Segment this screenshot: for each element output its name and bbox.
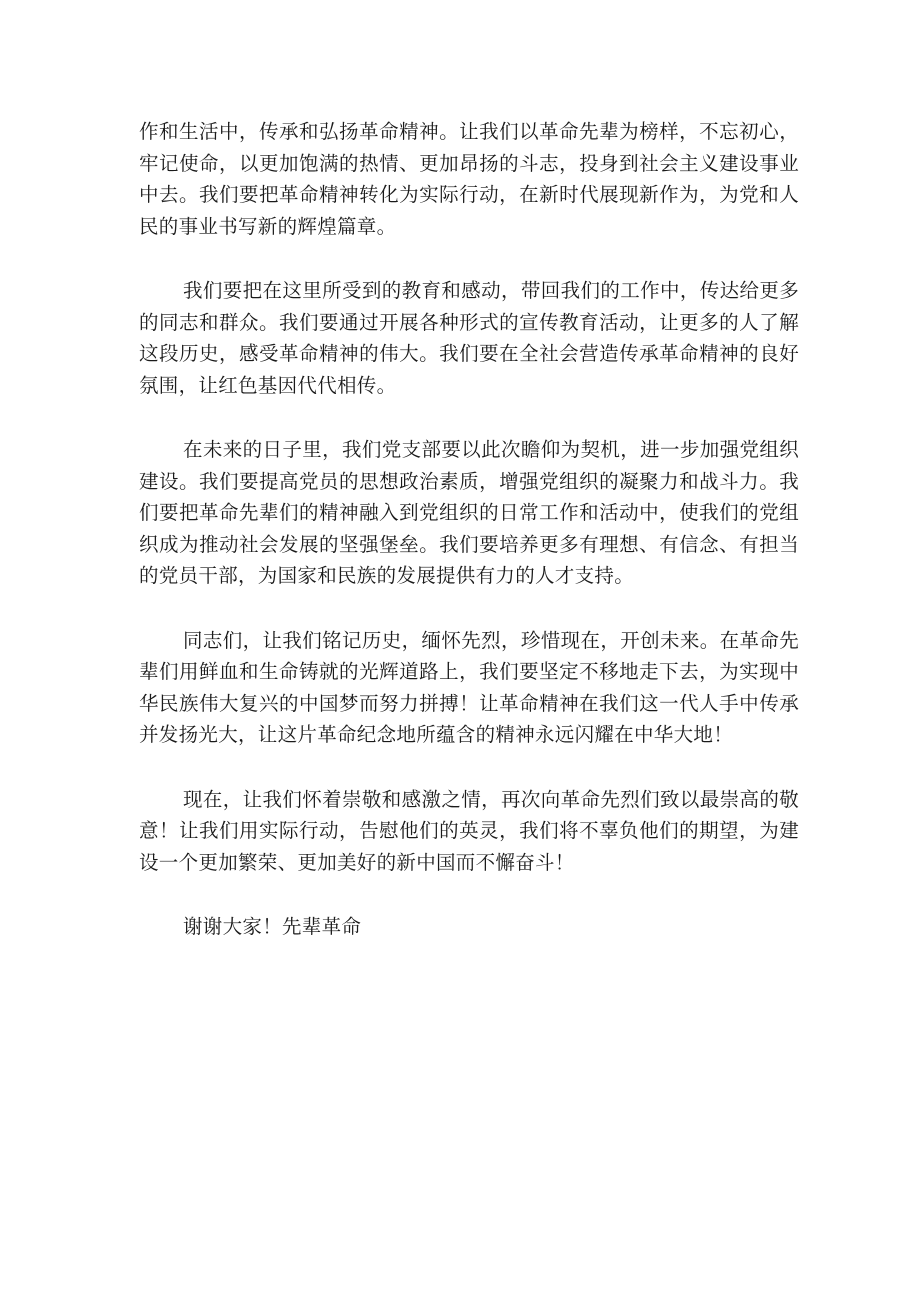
paragraph-tribute: 现在，让我们怀着崇敬和感激之情，再次向革命先烈们致以最崇高的敬意！让我们用实际行动，告慰他们的英灵，我们将不辜负他们的期望，为建设一个更加繁荣、更加美好的新中国而不懈奋斗！	[139, 787, 799, 874]
paragraph-education: 我们要把在这里所受到的教育和感动，带回我们的工作中，传达给更多的同志和群众。我们要通过开展各种形式的宣传教育活动，让更多的人了解这段历史，感受革命精神的伟大。我们要在全社会营造传承革命精神的良好氛围，让红色基因代代相传。	[139, 279, 799, 397]
paragraph-party-building: 在未来的日子里，我们党支部要以此次瞻仰为契机，进一步加强党组织建设。我们要提高党员的思想政治素质，增强党组织的凝聚力和战斗力。我们要把革命先辈们的精神融入到党组织的日常工作和活动中，使我们的党组织成为推动社会发展的坚强堡垒。我们要培养更多有理想、有信念、有担当的党员干部，为国家和民族的发展提供有力的人才支持。	[139, 438, 799, 587]
paragraph-comrades: 同志们，让我们铭记历史，缅怀先烈，珍惜现在，开创未来。在革命先辈们用鲜血和生命铸就的光辉道路上，我们要坚定不移地走下去，为实现中华民族伟大复兴的中国梦而努力拼搏！让革命精神在我们这一代人手中传承并发扬光大，让这片革命纪念地所蕴含的精神永远闪耀在中华大地！	[139, 628, 799, 746]
paragraph-closing: 谢谢大家！先辈革命	[183, 915, 362, 938]
paragraph-continuation: 作和生活中，传承和弘扬革命精神。让我们以革命先辈为榜样，不忘初心，牢记使命，以更加饱满的热情、更加昂扬的斗志，投身到社会主义建设事业中去。我们要把革命精神转化为实际行动，在新时代展现新作为，为党和人民的事业书写新的辉煌篇章。	[139, 120, 799, 238]
document-body	[139, 116, 799, 943]
